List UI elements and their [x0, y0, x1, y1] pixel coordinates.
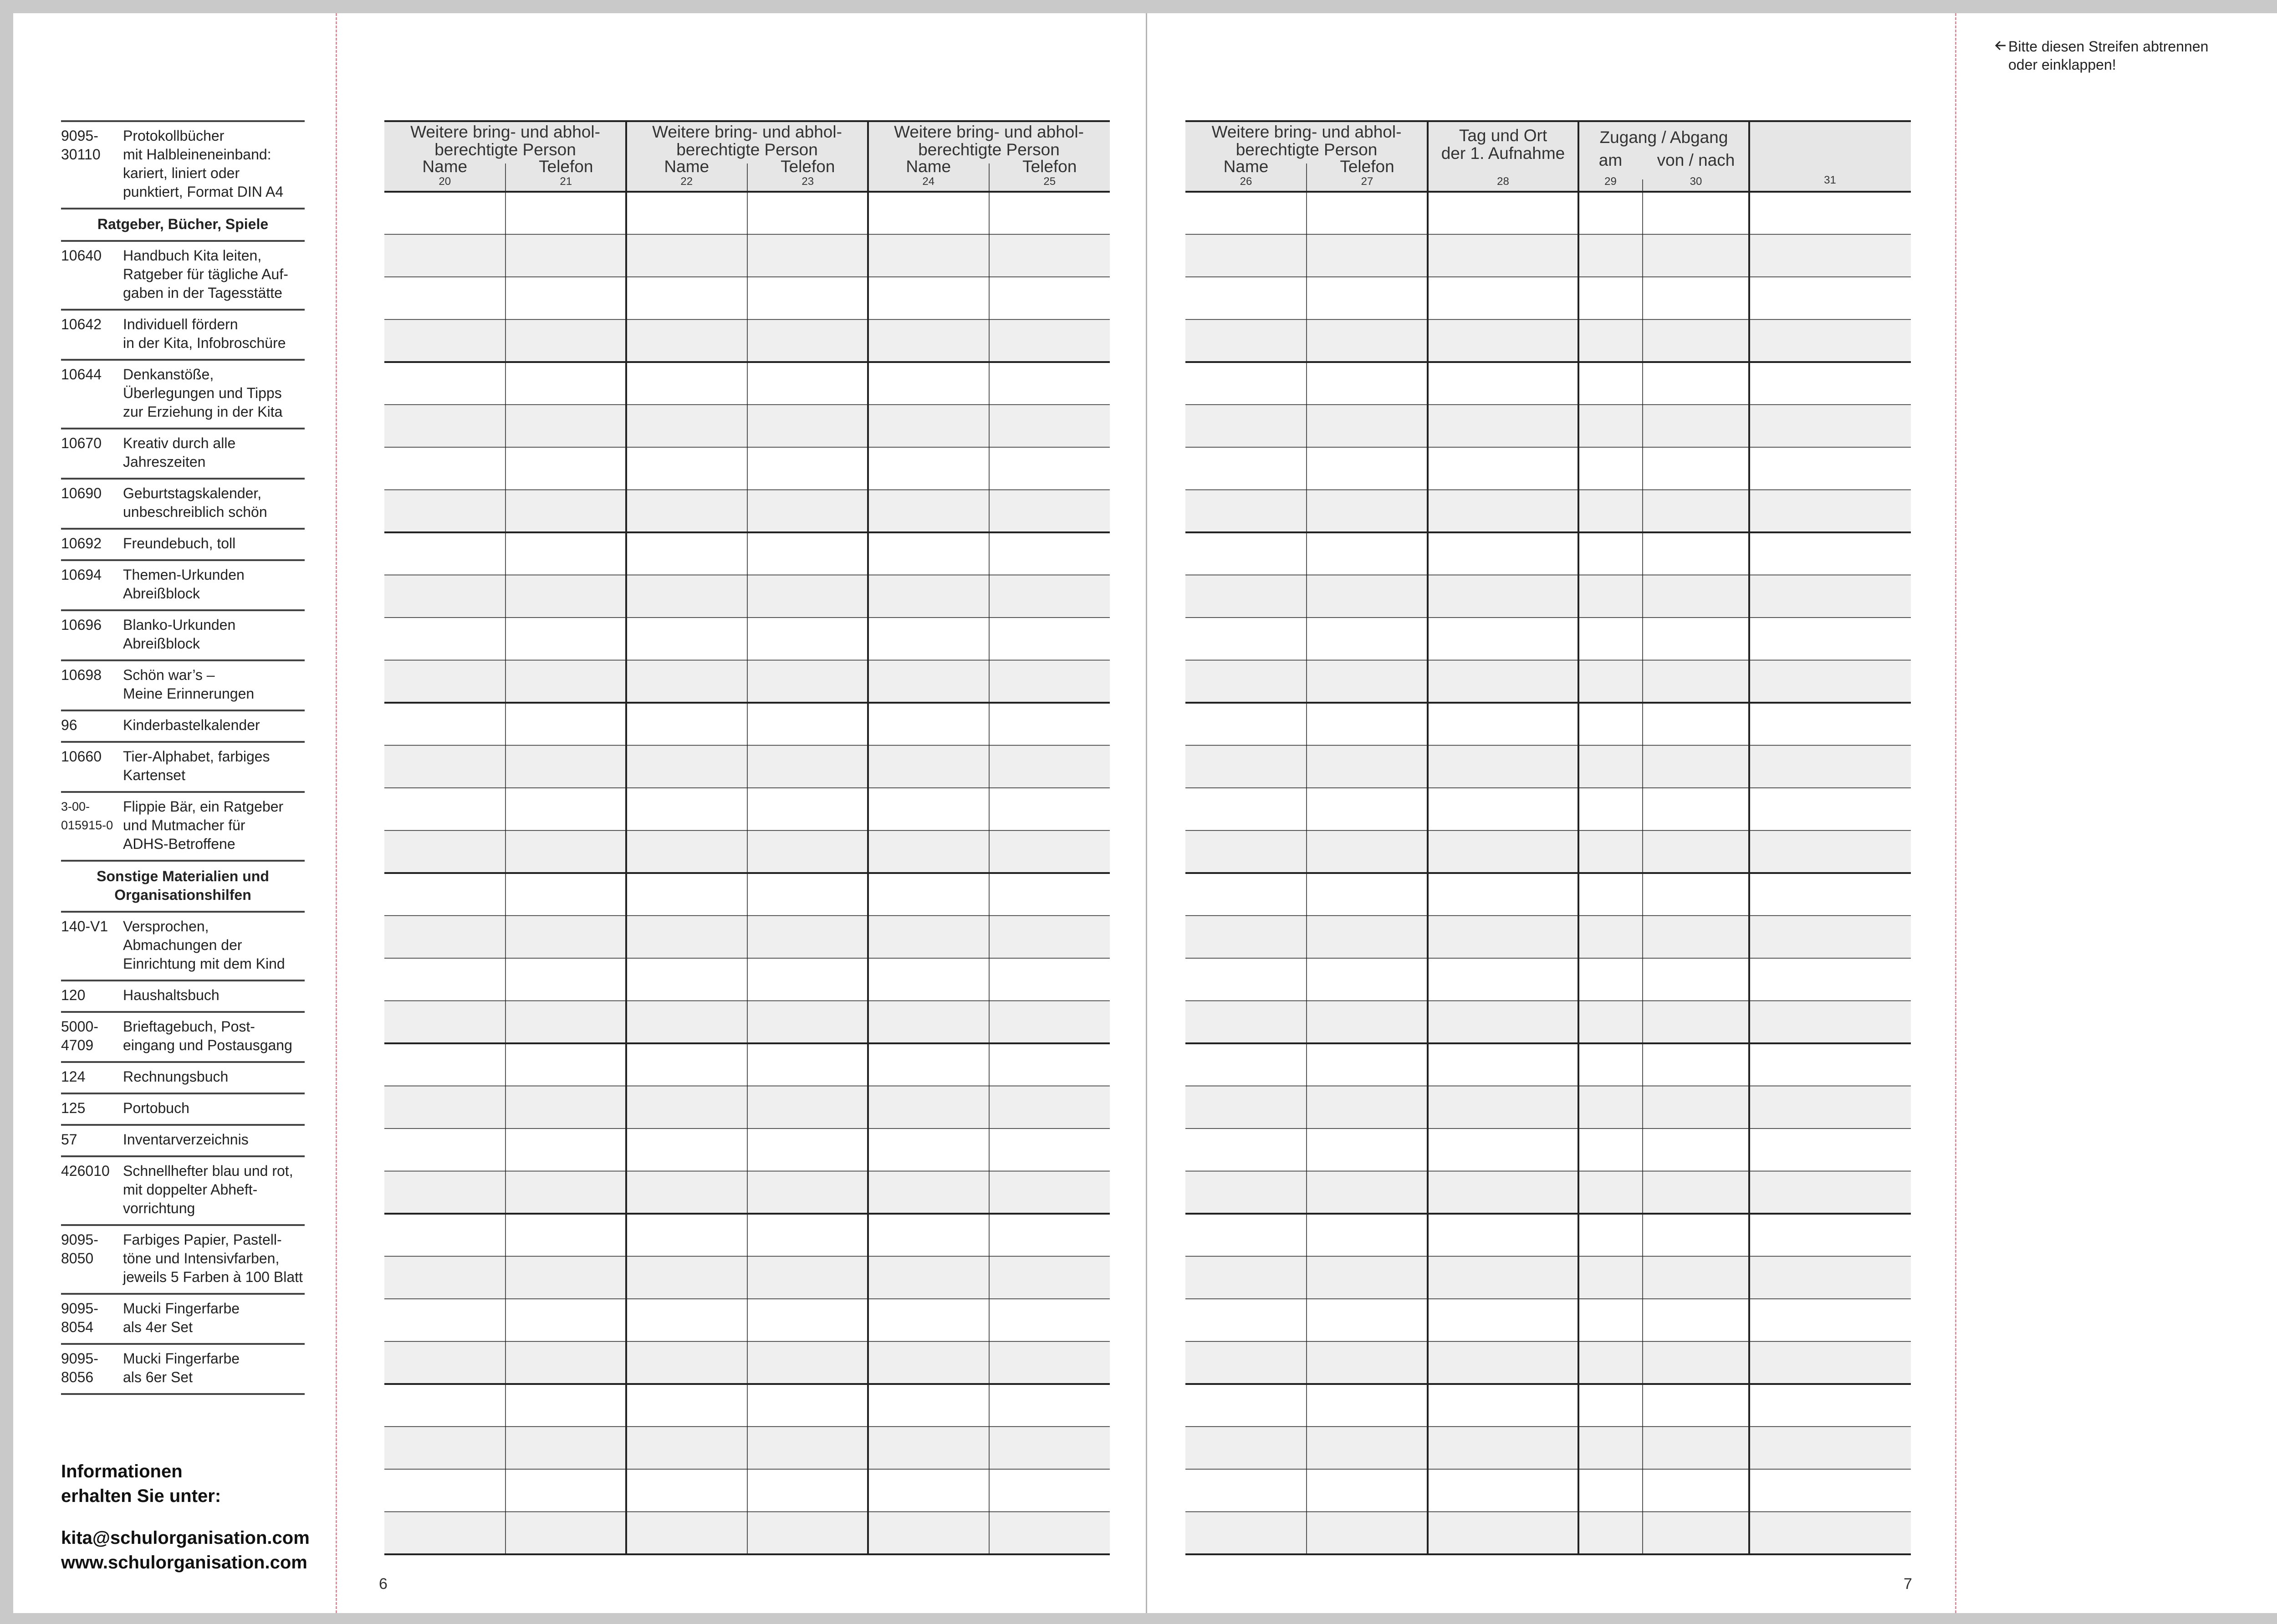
- section-header: Sonstige Materialien und Organisationshilfen: [61, 862, 305, 913]
- item-code: 10642: [61, 316, 102, 332]
- perforation-line: [1955, 13, 1956, 1613]
- list-item: [61, 1094, 305, 1126]
- item-description: Geburtstagskalender, unbeschreiblich schön: [123, 485, 267, 520]
- item-description: Freundebuch, toll: [123, 535, 236, 552]
- list-item: [61, 1295, 305, 1345]
- item-code: 124: [61, 1068, 86, 1085]
- column-header-zugang: Zugang / Abgang: [1599, 128, 1728, 147]
- column-group-title: Weitere bring- und abhol- berechtigte Person: [652, 123, 842, 159]
- list-item: [61, 1226, 305, 1295]
- list-item: [61, 311, 305, 361]
- column-header-name: Name: [664, 157, 710, 176]
- item-description: Brieftagebuch, Post- eingang und Postausgang: [123, 1018, 292, 1053]
- column-number: 23: [802, 175, 814, 188]
- column-number: 30: [1690, 175, 1702, 188]
- item-description: Haushaltsbuch: [123, 987, 220, 1003]
- strip-note: [1995, 37, 2208, 74]
- item-description: Rechnungsbuch: [123, 1068, 229, 1085]
- item-description: Individuell fördern in der Kita, Infobroschüre: [123, 316, 286, 351]
- item-code: 10692: [61, 535, 102, 552]
- item-description: Schön war’s – Meine Erinnerungen: [123, 667, 255, 702]
- item-description: Kinderbastelkalender: [123, 717, 260, 733]
- table-grid: [384, 120, 1110, 1557]
- list-item: [61, 1157, 305, 1226]
- list-item: [61, 361, 305, 429]
- item-description: Farbiges Papier, Pastell- töne und Intensivfarben, jeweils 5 Farben à 100 Blatt: [123, 1231, 303, 1285]
- item-description: Themen-Urkunden Abreißblock: [123, 567, 245, 602]
- item-description: Inventarverzeichnis: [123, 1131, 249, 1148]
- item-code: 10694: [61, 567, 102, 583]
- item-code: 10640: [61, 247, 102, 264]
- column-header-telefon: Telefon: [539, 157, 593, 176]
- item-description: Handbuch Kita leiten, Ratgeber für tägliche Auf- gaben in der Tagesstätte: [123, 247, 288, 301]
- column-header-von-nach: von / nach: [1657, 151, 1735, 169]
- list-item: [61, 1013, 305, 1063]
- item-description: Kreativ durch alle Jahreszeiten: [123, 435, 236, 470]
- item-code: 9095- 30110: [61, 128, 101, 163]
- list-item: [61, 711, 305, 743]
- item-description: Mucki Fingerfarbe als 6er Set: [123, 1350, 240, 1385]
- table-grid: [1185, 120, 1911, 1557]
- column-header-aufnahme: Tag und Ort der 1. Aufnahme: [1441, 126, 1565, 163]
- list-item: [61, 429, 305, 480]
- list-item: [61, 793, 305, 862]
- item-code: 120: [61, 987, 86, 1003]
- table-left: [384, 120, 1110, 1557]
- item-description: Versprochen, Abmachungen der Einrichtung mit dem Kind: [123, 918, 285, 972]
- table-right: [1185, 120, 1911, 1557]
- list-item: [61, 661, 305, 711]
- section-header: Ratgeber, Bücher, Spiele: [61, 209, 305, 242]
- column-header-telefon: Telefon: [1340, 157, 1394, 176]
- column-number: 24: [922, 175, 935, 188]
- list-item: [61, 1063, 305, 1094]
- column-group-title: Weitere bring- und abhol- berechtigte Person: [894, 123, 1084, 159]
- info-email[interactable]: kita@schulorganisation.com: [61, 1528, 310, 1548]
- product-list: [61, 120, 305, 1395]
- strip-note-text: Bitte diesen Streifen abtrennen oder einklappen!: [2008, 38, 2209, 73]
- item-code: 10696: [61, 617, 102, 633]
- column-number: 21: [560, 175, 572, 188]
- item-code: 9095- 8056: [61, 1350, 98, 1385]
- column-number: 22: [680, 175, 693, 188]
- left-page: [13, 13, 1146, 1613]
- column-number: 28: [1497, 175, 1509, 188]
- list-item: [61, 913, 305, 981]
- column-header-telefon: Telefon: [781, 157, 835, 176]
- item-code: 3-00- 015915-0: [61, 800, 113, 832]
- item-code: 10670: [61, 435, 102, 451]
- item-code: 5000- 4709: [61, 1018, 98, 1053]
- column-group-title: Weitere bring- und abhol- berechtigte Person: [1211, 123, 1402, 159]
- column-group-title: Weitere bring- und abhol- berechtigte Person: [410, 123, 600, 159]
- column-header-name: Name: [906, 157, 951, 176]
- item-description: Denkanstöße, Überlegungen und Tipps zur Erziehung in der Kita: [123, 366, 283, 420]
- list-item: [61, 561, 305, 611]
- info-web[interactable]: www.schulorganisation.com: [61, 1553, 307, 1573]
- column-number: 31: [1824, 174, 1836, 186]
- perforation-line: [336, 13, 337, 1613]
- item-code: 10698: [61, 667, 102, 683]
- right-page: [1147, 13, 2277, 1613]
- list-item: [61, 981, 305, 1013]
- item-description: Protokollbücher mit Halbleineneinband: kariert, liniert oder punktiert, Format DIN A4: [123, 128, 284, 200]
- item-code: 140-V1: [61, 918, 108, 935]
- item-code: 57: [61, 1131, 77, 1148]
- column-header-am: am: [1598, 151, 1623, 169]
- list-item: [61, 743, 305, 793]
- info-block: [61, 1459, 316, 1575]
- info-title: Informationen erhalten Sie unter:: [61, 1461, 221, 1506]
- item-description: Tier-Alphabet, farbiges Kartenset: [123, 748, 270, 783]
- list-item: [61, 530, 305, 561]
- item-code: 10644: [61, 366, 102, 383]
- list-item: [61, 611, 305, 661]
- column-number: 29: [1604, 175, 1617, 188]
- list-item: [61, 242, 305, 311]
- page-number-right: 7: [1904, 1575, 1912, 1593]
- item-code: 96: [61, 717, 77, 733]
- column-number: 27: [1361, 175, 1373, 188]
- item-code: 9095- 8054: [61, 1300, 98, 1335]
- column-number: 26: [1240, 175, 1252, 188]
- item-description: Schnellhefter blau und rot, mit doppelter Abheft- vorrichtung: [123, 1163, 293, 1216]
- item-description: Portobuch: [123, 1100, 189, 1116]
- item-code: 426010: [61, 1163, 110, 1179]
- column-header-name: Name: [422, 157, 468, 176]
- arrow-left-icon: [1995, 37, 2008, 56]
- item-description: Flippie Bär, ein Ratgeber und Mutmacher für ADHS-Betroffene: [123, 798, 284, 852]
- item-description: Mucki Fingerfarbe als 4er Set: [123, 1300, 240, 1335]
- page-number-left: 6: [379, 1575, 388, 1593]
- item-code: 10660: [61, 748, 102, 765]
- item-code: 9095- 8050: [61, 1231, 98, 1267]
- list-item: [61, 1126, 305, 1157]
- column-number: 20: [439, 175, 451, 188]
- column-number: 25: [1043, 175, 1056, 188]
- item-code: 125: [61, 1100, 86, 1116]
- list-item: [61, 122, 305, 209]
- column-header-telefon: Telefon: [1022, 157, 1077, 176]
- item-description: Blanko-Urkunden Abreißblock: [123, 617, 236, 652]
- list-item: [61, 480, 305, 530]
- item-code: 10690: [61, 485, 102, 501]
- list-item: [61, 1345, 305, 1395]
- column-header-name: Name: [1223, 157, 1269, 176]
